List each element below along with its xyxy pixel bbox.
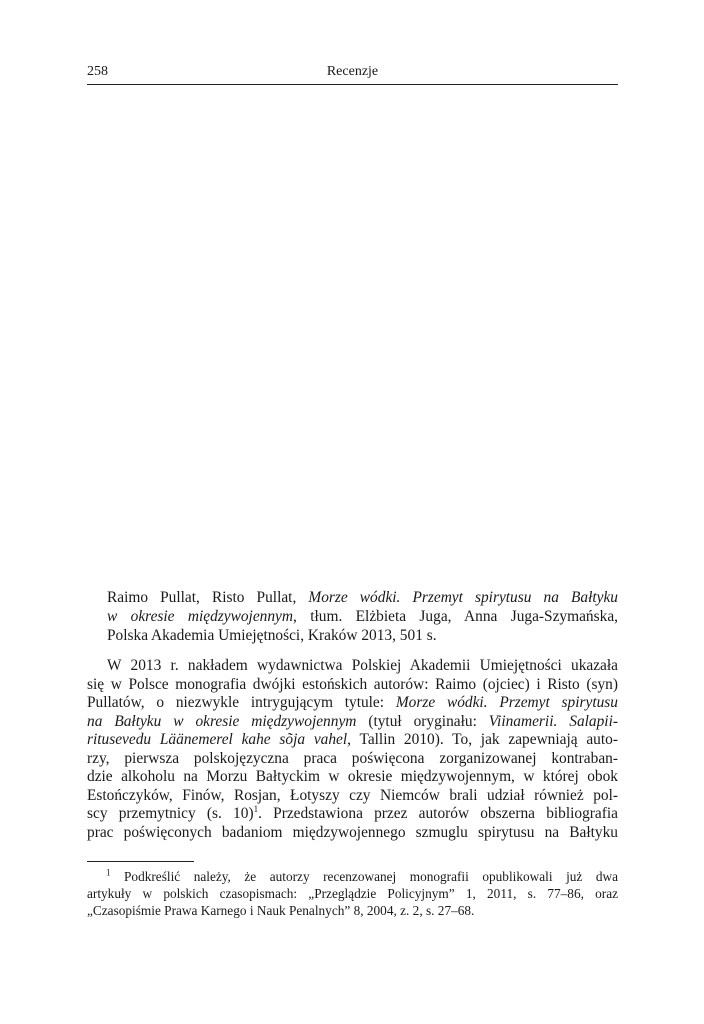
footnote-reference[interactable]: 1 [253,803,259,814]
citation-line [107,607,618,626]
book-title-italic: Morze wódki. Przemyt spirytusu [395,694,618,711]
text-line [87,713,618,732]
footnote-line: artykuły w polskich czasopismach: „Przeglądzie Policyjnym” 1, 2011, s. 77–86, oraz [87,886,618,901]
text-line: się w Polsce monografia dwójki estońskich autorów: Raimo (ojciec) i Risto (syn) [87,675,618,693]
text-line: Estończyków, Finów, Rosjan, Łotyszy czy Niemców brali udział również pol- [87,786,618,804]
footnote-separator [87,861,194,862]
text-line [87,805,618,824]
running-title: Recenzje [326,64,379,79]
text-line: rzy, pierwsza polskojęzyczna praca poświęcona zorganizowanej kontraban- [87,749,618,767]
footnote-line: „Czasopiśmie Prawa Karnego i Nauk Penalnych” 8, 2004, z. 2, s. 27–68. [87,903,475,918]
text-line [87,694,618,713]
citation-authors: Raimo Pullat, Risto Pullat, [107,589,309,606]
citation-translators: , tłum. Elżbieta Juga, Anna Juga-Szymańska, [293,608,618,625]
text-line: prac poświęconych badaniom międzywojennego szmuglu spirytusu na Bałtyku [87,823,618,841]
footnote [87,868,618,919]
running-header [87,62,618,85]
footnote-marker: 1 [106,867,111,878]
citation-title-cont: w okresie międzywojennym [107,608,294,625]
book-citation [107,588,618,645]
text-line [87,731,618,750]
text-segment: (tytuł oryginału: [356,712,489,730]
text-segment: scy przemytnicy (s. 10) [87,805,254,822]
footnote-line [87,868,618,885]
text-line: dzie alkoholu na Morzu Bałtyckim w okresie międzywojennym, w której obok [87,768,618,785]
book-title-italic: na Bałtyku w okresie międzywojennym [87,712,357,730]
review-paragraph [87,657,618,842]
text-segment: Pullatów, o niezwykle intrygującym tytule: [87,694,396,711]
original-title-italic: ritusevedu Läänemerel kahe sõja vahel [87,731,348,748]
text-segment: . Przedstawiona przez autorów obszerna bibliografia [258,805,618,822]
text-segment: , Tallin 2010). To, jak zapewniają auto- [347,731,618,748]
citation-publisher: Polska Akademia Umiejętności, Kraków 2013, 501 s. [107,627,437,644]
text-line: W 2013 r. nakładem wydawnictwa Polskiej Akademii Umiejętności ukazała [107,657,618,674]
original-title-italic: Viinamerii. Salapii- [488,712,618,730]
footnote-text: Podkreślić należy, że autorzy recenzowanej monografii opublikowali już dwa [110,869,618,884]
citation-title: Morze wódki. Przemyt spirytusu na Bałtyku [308,589,618,606]
page-number: 258 [87,64,108,79]
citation-line [107,588,618,607]
